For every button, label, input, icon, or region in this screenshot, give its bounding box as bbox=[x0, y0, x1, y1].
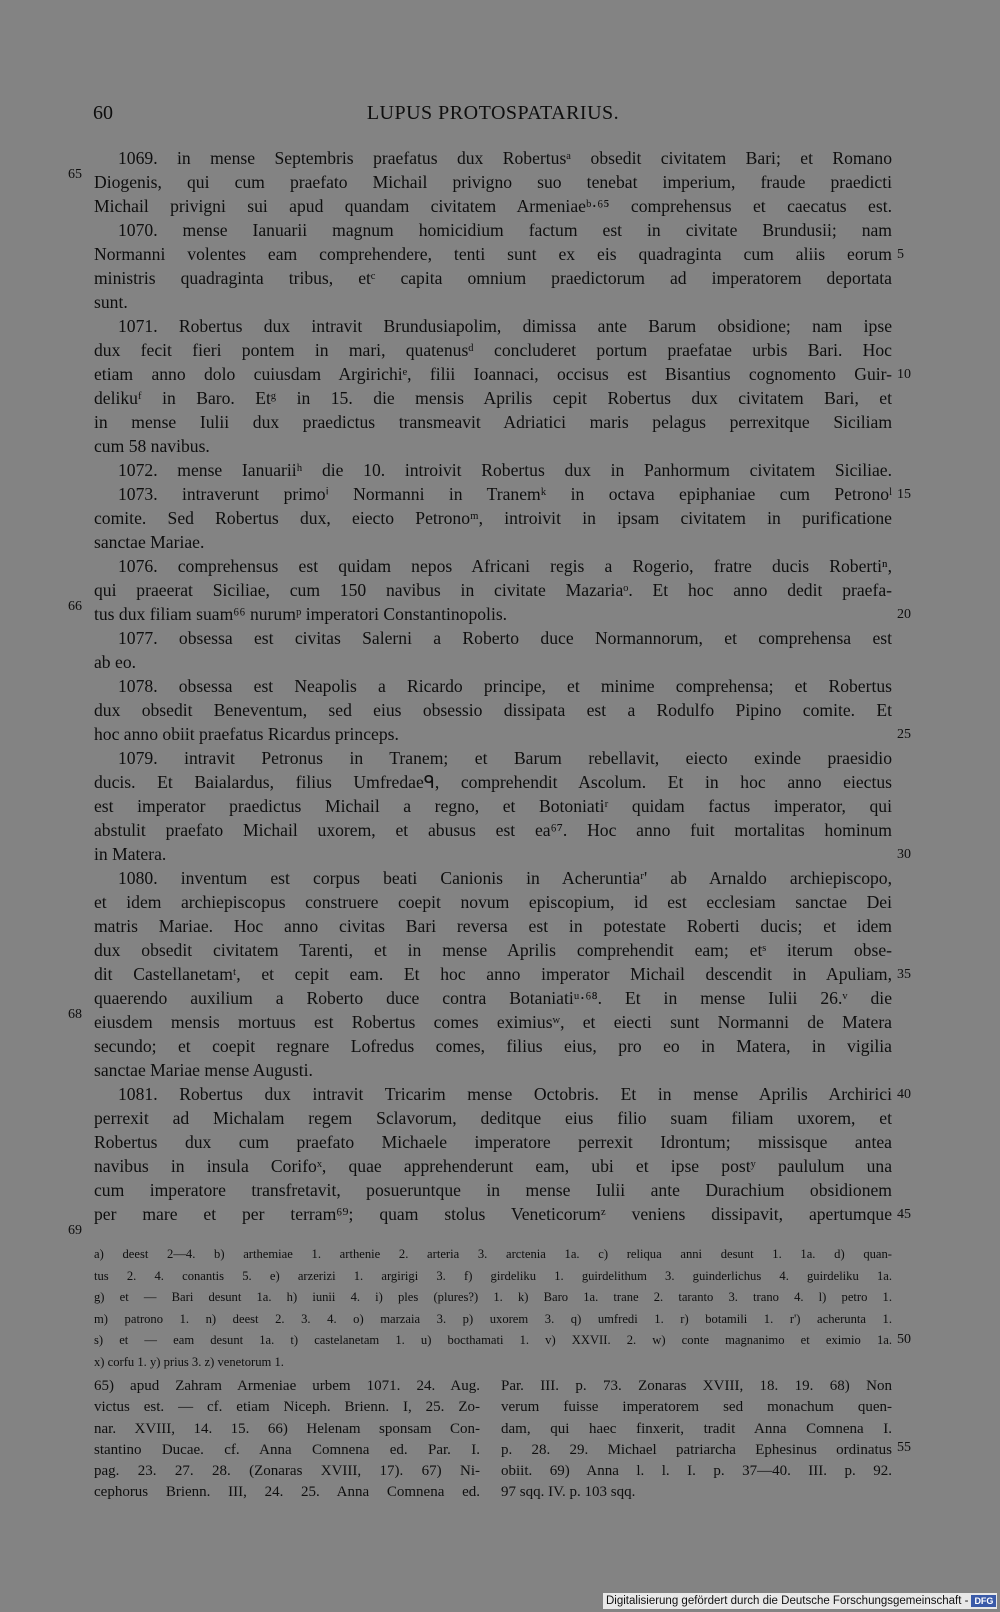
text-line: Robertus dux cum praefato Michaele imperatore perrexit Idrontum; missisque antea bbox=[94, 1132, 892, 1152]
right-margin-number: 10 bbox=[897, 367, 911, 382]
right-margin-number: 5 bbox=[897, 247, 904, 262]
right-margin-number: 45 bbox=[897, 1207, 911, 1222]
text-line: cum imperatore transfretavit, posueruntque in mense Iulii ante Durachium obsidionem bbox=[94, 1180, 892, 1200]
text-line: 1073. intraverunt primoⁱ Normanni in Tranemᵏ in octava epiphaniae cum Petronoˡ bbox=[118, 484, 892, 504]
text-line: sanctae Mariae. bbox=[94, 532, 205, 552]
text-line: secundo; et coepit regnare Lofredus comes, filius eius, pro eo in Matera, in vigilia bbox=[94, 1036, 892, 1056]
commentary-line: 65) apud Zahram Armeniae urbem 1071. 24. Aug. bbox=[94, 1378, 480, 1394]
text-line: Michail privigni sui apud quandam civitatem Armeniaeᵇ·⁶⁵ comprehensus et caecatus est. bbox=[94, 196, 892, 216]
commentary-line: stantino Ducae. cf. Anna Comnena ed. Par. I. bbox=[94, 1441, 480, 1458]
text-line: etiam anno dolo cuiusdam Argirichiᵉ, filii Ioannaci, occisus est Bisantius cognomento Guir- bbox=[94, 364, 892, 384]
running-title: LUPUS PROTOSPATARIUS. bbox=[366, 102, 620, 124]
footer-text: Digitalisierung gefördert durch die Deutsche Forschungsgemeinschaft - bbox=[606, 1595, 969, 1607]
right-margin-number: 35 bbox=[897, 967, 911, 982]
commentary-line: p. 28. 29. Michael patriarcha Ephesinus ordinatus bbox=[501, 1441, 892, 1458]
dfg-logo: DFG bbox=[971, 1595, 996, 1607]
commentary-column-right bbox=[501, 1376, 892, 1504]
text-line: 1078. obsessa est Neapolis a Ricardo principe, et minime comprehensa; et Robertus bbox=[118, 676, 892, 696]
apparatus-line: tus 2. 4. conantis 5. e) arzerizi 1. argirigi 3. f) girdeliku 1. guirdelithum 3. guinderlichus 4. guirdeliku 1a. bbox=[94, 1268, 892, 1283]
text-line: per mare et per terram⁶⁹; quam stolus Veneticorumᶻ veniens dissipavit, apertumque bbox=[94, 1204, 892, 1224]
apparatus-line: x) corfu 1. y) prius 3. z) venetorum 1. bbox=[94, 1354, 284, 1369]
text-line: eiusdem mensis mortuus est Robertus comes eximiusʷ, et eiecti sunt Normanni de Matera bbox=[94, 1012, 892, 1032]
page-header bbox=[93, 102, 893, 130]
text-line: tus dux filiam suam⁶⁶ nurumᵖ imperatori Constantinopolis. bbox=[94, 604, 508, 624]
text-line: et idem archiepiscopus construere coepit novum episcopium, id est ecclesiam sanctae Dei bbox=[94, 892, 892, 912]
text-line: Normanni volentes eam comprehendere, tenti sunt ex eis quadraginta cum aliis eorum bbox=[94, 244, 892, 264]
commentary-line: verum fuisse imperatorem sed monachum quen- bbox=[501, 1399, 892, 1416]
text-line: qui praeerat Siciliae, cum 150 navibus in civitate Mazariaᵒ. Et hoc anno dedit praefa- bbox=[94, 580, 892, 600]
text-line: ducis. Et Baialardus, filius Umfredaeᑫ, comprehendit Ascolum. Et in hoc anno eiectus bbox=[94, 772, 892, 792]
text-line: quaerendo auxilium a Roberto duce contra Botaniatiᵘ·⁶⁸. Et in mense Iulii 26.ᵛ die bbox=[94, 988, 892, 1008]
commentary-notes bbox=[94, 1376, 892, 1501]
critical-apparatus bbox=[94, 1244, 892, 1373]
text-line: hoc anno obiit praefatus Ricardus princeps. bbox=[94, 724, 399, 744]
text-line: 1077. obsessa est civitas Salerni a Roberto duce Normannorum, et comprehensa est bbox=[118, 628, 892, 648]
right-margin-number: 30 bbox=[897, 847, 911, 862]
apparatus-line: s) et — eam desunt 1a. t) castelanetam 1. u) bocthamati 1. v) XXVII. 2. w) conte magnanimo et eximio 1a. bbox=[94, 1333, 892, 1347]
commentary-column-left bbox=[94, 1376, 480, 1504]
commentary-line: 97 sqq. IV. p. 103 sqq. bbox=[501, 1484, 636, 1501]
apparatus-line: m) patrono 1. n) deest 2. 3. 4. o) marzaia 3. p) uxorem 3. q) umfredi 1. r) botamili 1. r') acherunta 1. bbox=[94, 1311, 892, 1326]
right-margin-number: 20 bbox=[897, 607, 911, 622]
apparatus-line-number: 50 bbox=[897, 1332, 911, 1347]
text-line: 1072. mense Ianuariiʰ die 10. introivit Robertus dux in Panhormum civitatem Siciliae. bbox=[118, 460, 892, 480]
commentary-line-number: 55 bbox=[897, 1440, 911, 1455]
text-line: perrexit ad Michalam regem Sclavorum, deditque eius filio suam filiam uxorem, et bbox=[94, 1108, 892, 1128]
commentary-line: dam, qui haec finxerit, tradit Anna Comnena I. bbox=[501, 1420, 892, 1437]
left-margin-number: 65 bbox=[68, 167, 82, 182]
right-margin-number: 40 bbox=[897, 1087, 911, 1102]
left-margin-number: 69 bbox=[68, 1223, 82, 1238]
text-line: 1081. Robertus dux intravit Tricarim mense Octobris. Et in mense Aprilis Archirici bbox=[118, 1084, 892, 1104]
commentary-line: cephorus Brienn. III, 24. 25. Anna Comnena ed. bbox=[94, 1484, 480, 1501]
text-line: 1076. comprehensus est quidam nepos Africani regis a Rogerio, fratre ducis Robertiⁿ, bbox=[118, 556, 892, 576]
right-margin-number: 25 bbox=[897, 727, 911, 742]
text-line: in mense Iulii dux praedictus transmeavit Adriatici maris pelagus perrexitque Siciliam bbox=[94, 412, 892, 432]
text-line: 1080. inventum est corpus beati Canionis in Acheruntiaʳ' ab Arnaldo archiepiscopo, bbox=[118, 868, 892, 888]
commentary-line: Par. III. p. 73. Zonaras XVIII, 18. 19. 68) Non bbox=[501, 1378, 892, 1394]
text-line: matris Mariae. Hoc anno civitas Bari reversa est in potestate Roberti ducis; et idem bbox=[94, 916, 892, 936]
text-line: 1071. Robertus dux intravit Brundusiapolim, dimissa ante Barum obsidione; nam ipse bbox=[118, 316, 892, 336]
text-line: 1079. intravit Petronus in Tranem; et Barum rebellavit, eiecto exinde praesidio bbox=[118, 748, 892, 768]
commentary-line: victus est. — cf. etiam Niceph. Brienn. I, 25. Zo- bbox=[94, 1399, 480, 1416]
left-margin-number: 68 bbox=[68, 1007, 82, 1022]
text-line: delikuᶠ in Baro. Etᵍ in 15. die mensis Aprilis cepit Robertus dux civitatem Bari, et bbox=[94, 388, 892, 408]
text-line: comite. Sed Robertus dux, eiecto Petronoᵐ, introivit in ipsam civitatem in purificatione bbox=[94, 508, 892, 528]
left-margin-number: 66 bbox=[68, 599, 82, 614]
text-line: 1069. in mense Septembris praefatus dux Robertusᵃ obsedit civitatem Bari; et Romano bbox=[118, 148, 892, 168]
text-line: est imperator praedictus Michail a regno, et Botoniatiʳ quidam factus imperator, qui bbox=[94, 796, 892, 816]
page-number: 60 bbox=[93, 102, 113, 124]
commentary-line: nar. XVIII, 14. 15. 66) Helenam sponsam Con- bbox=[94, 1420, 480, 1437]
apparatus-line: a) deest 2—4. b) arthemiae 1. arthenie 2. arteria 3. arctenia 1a. c) reliqua anni desunt 1. 1a. d) quan- bbox=[94, 1247, 892, 1261]
text-line: ab eo. bbox=[94, 652, 137, 672]
main-text bbox=[94, 146, 892, 1226]
apparatus-line: g) et — Bari desunt 1a. h) iunii 4. i) ples (plures?) 1. k) Baro 1a. trane 2. taranto 3. trano 4. l) petro 1. bbox=[94, 1290, 892, 1304]
text-line: 1070. mense Ianuarii magnum homicidium factum est in civitate Brundusii; nam bbox=[118, 220, 892, 240]
text-line: dux obsedit Beneventum, sed eius obsessio dissipata est a Rodulfo Pipino comite. Et bbox=[94, 700, 892, 720]
text-line: abstulit praefato Michail uxorem, et abusus est ea⁶⁷. Hoc anno fuit mortalitas hominum bbox=[94, 820, 892, 840]
text-line: cum 58 navibus. bbox=[94, 436, 210, 456]
text-line: sanctae Mariae mense Augusti. bbox=[94, 1060, 313, 1080]
text-line: dux obsedit civitatem Tarenti, et in mense Aprilis comprehendit eam; etˢ iterum obse- bbox=[94, 940, 892, 960]
right-margin-number: 15 bbox=[897, 487, 911, 502]
commentary-line: obiit. 69) Anna l. l. I. p. 37—40. III. p. 92. bbox=[501, 1463, 892, 1480]
text-line: Diogenis, qui cum praefato Michail privigno suo tenebat imperium, fraude praedicti bbox=[94, 172, 892, 192]
digitization-footer bbox=[603, 1593, 997, 1609]
text-line: dit Castellanetamᵗ, et cepit eam. Et hoc anno imperator Michail descendit in Apuliam, bbox=[94, 964, 892, 984]
text-line: navibus in insula Corifoˣ, quae apprehenderunt eam, ubi et ipse postʸ paululum una bbox=[94, 1156, 892, 1176]
text-line: dux fecit fieri pontem in mari, quatenusᵈ concluderet portum praefatae urbis Bari. Hoc bbox=[94, 340, 892, 360]
text-line: in Matera. bbox=[94, 844, 167, 864]
text-line: sunt. bbox=[94, 292, 128, 312]
commentary-line: pag. 23. 27. 28. (Zonaras XVIII, 17). 67) Ni- bbox=[94, 1463, 480, 1480]
text-line: ministris quadraginta tribus, etᶜ capita omnium praedictorum ad imperatorem deportata bbox=[94, 268, 892, 288]
